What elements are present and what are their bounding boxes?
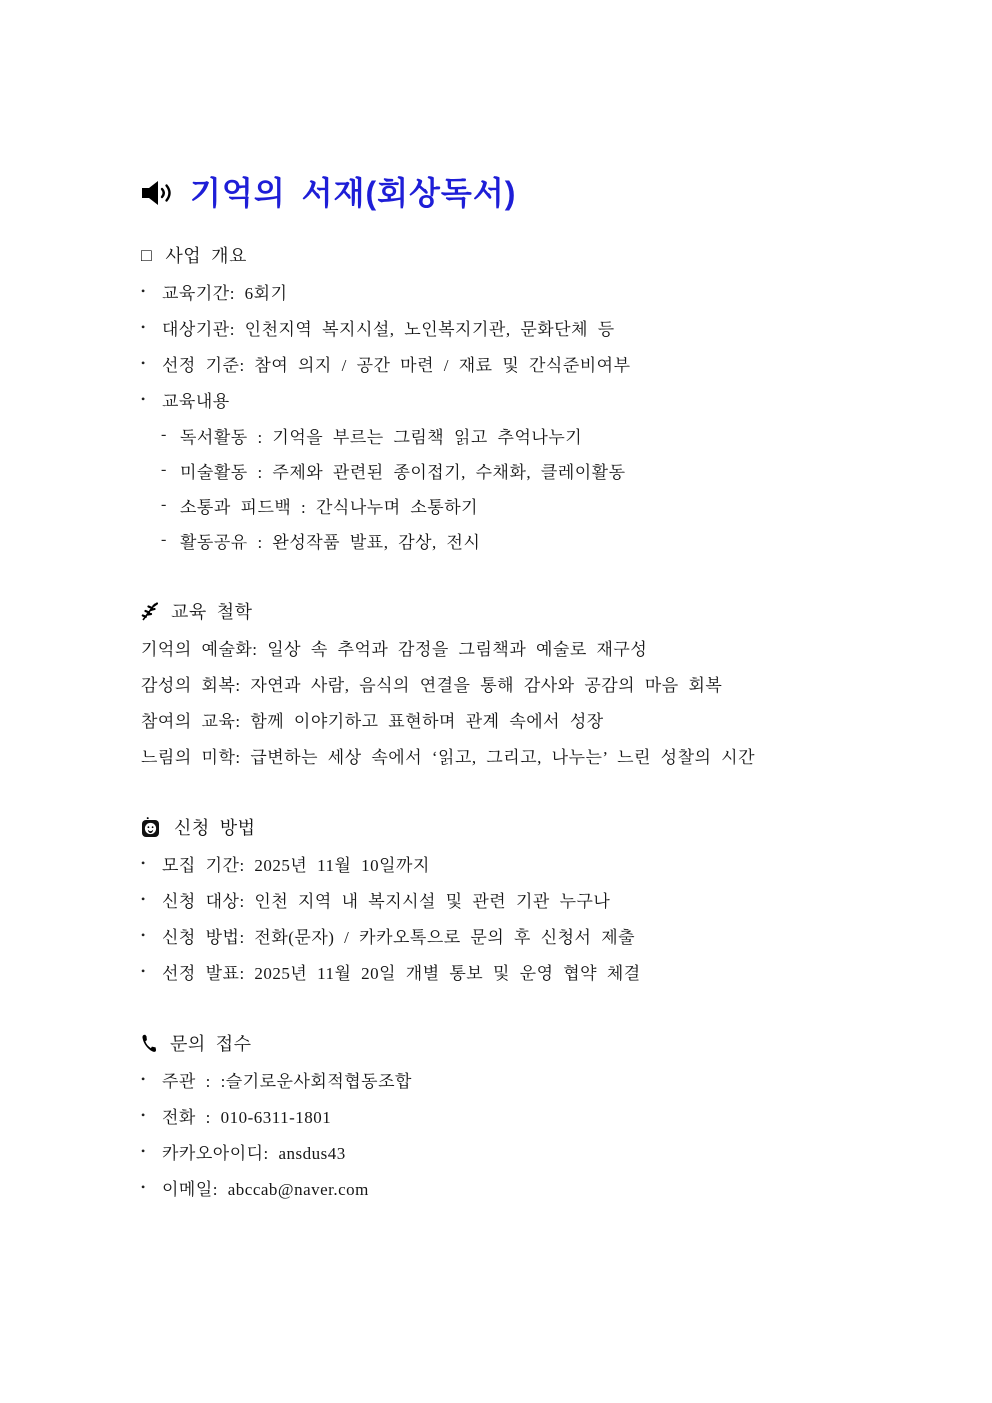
sub-list-item xyxy=(161,523,892,558)
sub-list-item-text: 활동공유 : 완성작품 발표, 감상, 전시 xyxy=(180,532,481,552)
section-application xyxy=(141,809,892,990)
list-item xyxy=(141,1134,892,1170)
email-text: 이메일: abccab@naver.com xyxy=(162,1180,369,1200)
bullet-icon: • xyxy=(141,928,146,943)
paragraph-line xyxy=(141,630,892,666)
phone-receiver-icon xyxy=(141,1034,157,1053)
section-heading-text: 문의 접수 xyxy=(170,1034,252,1055)
page-title xyxy=(141,171,892,215)
section-philosophy xyxy=(141,593,892,774)
bullet-icon: • xyxy=(141,856,146,871)
list-item xyxy=(141,310,892,346)
paragraph-text: 느림의 미학: 급변하는 세상 속에서 ‘읽고, 그리고, 나누는’ 느린 성찰의 시간 xyxy=(141,748,756,768)
sub-list-item-text: 미술활동 : 주제와 관련된 종이접기, 수채화, 클레이활동 xyxy=(180,462,626,482)
list-item-text: 선정 기준: 참여 의지 / 공간 마련 / 재료 및 간식준비여부 xyxy=(162,356,631,376)
bullet-icon: • xyxy=(141,1144,146,1159)
section-heading-text: 사업 개요 xyxy=(165,246,247,267)
list-item xyxy=(141,382,892,418)
sub-list-item xyxy=(161,418,892,453)
list-item xyxy=(141,954,892,990)
list-item-text: 교육내용 xyxy=(162,392,230,412)
sub-list-item xyxy=(161,488,892,523)
section-philosophy-heading xyxy=(141,593,892,630)
kakao-id-text: 카카오아이디: ansdus43 xyxy=(162,1144,346,1164)
bullet-icon: • xyxy=(141,392,146,407)
sub-list-item-text: 소통과 피드백 : 간식나누며 소통하기 xyxy=(180,497,479,517)
bullet-icon: • xyxy=(141,1180,146,1195)
list-item xyxy=(141,346,892,382)
paragraph-text: 참여의 교육: 함께 이야기하고 표현하며 관계 속에서 성장 xyxy=(141,712,604,732)
bullet-icon: • xyxy=(141,892,146,907)
list-item-text: 신청 방법: 전화(문자) / 카카오톡으로 문의 후 신청서 제출 xyxy=(162,928,636,948)
dash-icon: - xyxy=(161,531,167,549)
section-heading-text: 신청 방법 xyxy=(174,818,256,839)
list-item xyxy=(141,1098,892,1134)
paragraph-line xyxy=(141,702,892,738)
section-contact xyxy=(141,1025,892,1206)
list-item-text: 선정 발표: 2025년 11월 20일 개별 통보 및 운영 협약 체결 xyxy=(162,964,641,984)
list-item-text: 대상기관: 인천지역 복지시설, 노인복지기관, 문화단체 등 xyxy=(162,320,615,340)
list-item xyxy=(141,918,892,954)
herb-icon xyxy=(141,601,158,621)
dash-icon: - xyxy=(161,461,167,479)
bullet-icon: • xyxy=(141,964,146,979)
bullet-icon: • xyxy=(141,356,146,371)
list-item-text: 교육기간: 6회기 xyxy=(162,284,288,304)
dash-icon: - xyxy=(161,426,167,444)
bullet-icon: • xyxy=(141,320,146,335)
sub-list-item-text: 독서활동 : 기억을 부르는 그림책 읽고 추억나누기 xyxy=(180,427,583,447)
list-item xyxy=(141,846,892,882)
section-overview-heading xyxy=(141,237,892,274)
bullet-icon: • xyxy=(141,1108,146,1123)
sub-list-item xyxy=(161,453,892,488)
dash-icon: - xyxy=(161,496,167,514)
list-item xyxy=(141,1062,892,1098)
bullet-icon: • xyxy=(141,284,146,299)
paragraph-line xyxy=(141,738,892,774)
list-item-text: 신청 대상: 인천 지역 내 복지시설 및 관련 기관 누구나 xyxy=(162,892,611,912)
list-item xyxy=(141,882,892,918)
list-item-text: 주관 : :슬기로운사회적협동조합 xyxy=(162,1072,412,1092)
section-application-heading xyxy=(141,809,892,846)
bullet-icon: • xyxy=(141,1072,146,1087)
ballot-box-icon: □ xyxy=(141,245,153,266)
list-item xyxy=(141,1170,892,1206)
paragraph-line xyxy=(141,666,892,702)
speaker-icon xyxy=(141,179,175,207)
section-heading-text: 교육 철학 xyxy=(171,602,253,623)
paragraph-text: 감성의 회복: 자연과 사람, 음식의 연결을 통해 감사와 공감의 마음 회복 xyxy=(141,676,723,696)
page-title-text: 기억의 서재(회상독서) xyxy=(190,175,517,212)
list-item-text: 모집 기간: 2025년 11월 10일까지 xyxy=(162,856,430,876)
list-item xyxy=(141,274,892,310)
person-smiling-icon xyxy=(141,817,161,838)
section-overview xyxy=(141,237,892,558)
section-contact-heading xyxy=(141,1025,892,1062)
paragraph-text: 기억의 예술화: 일상 속 추억과 감정을 그림책과 예술로 재구성 xyxy=(141,640,648,660)
list-item-text: 전화 : 010-6311-1801 xyxy=(162,1108,332,1128)
